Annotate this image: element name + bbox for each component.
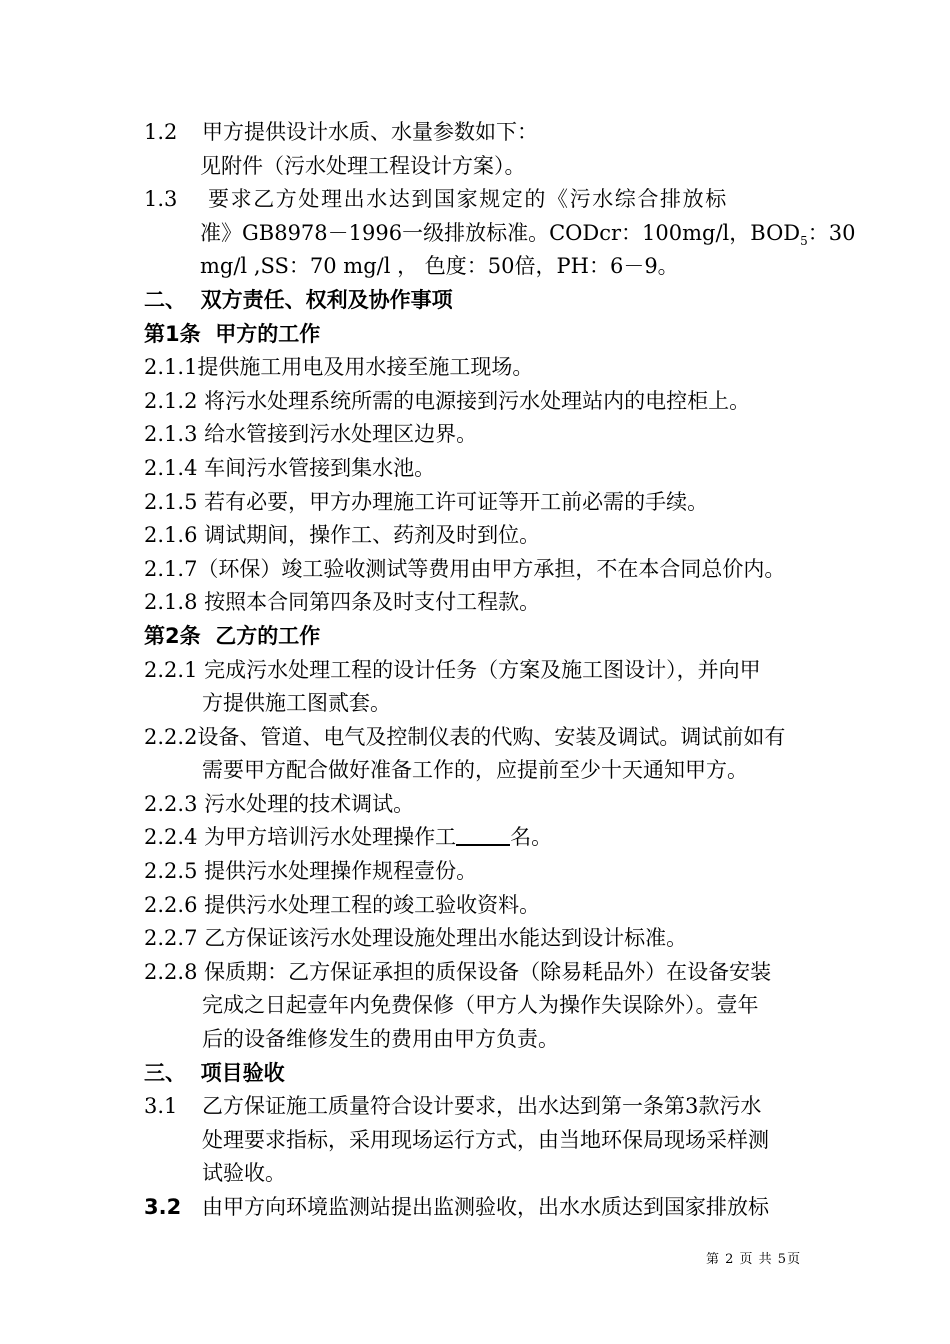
item-2-2-1-cont: 方提供施工图贰套。 [202,691,391,716]
clause-text: 甲方提供设计水质、水量参数如下： [202,120,538,144]
clause-number: 1.2 [144,120,178,144]
clause-3-1-cont1: 处理要求指标，采用现场运行方式，由当地环保局现场采样测 [202,1127,769,1152]
section-heading-3: 三、 项目验收 [144,1060,285,1085]
item-2-2-6: 2.2.6 提供污水处理工程的竣工验收资料。 [144,892,541,917]
clause-number: 3.1 [144,1094,178,1119]
clause-3-1-cont2: 试验收。 [202,1161,286,1186]
clause-text: ：30 [807,220,856,245]
page-footer: 第 2 页 共 5页 [706,1252,802,1267]
item-2-2-1: 2.2.1 完成污水处理工程的设计任务（方案及施工图设计），并向甲 [144,657,761,682]
clause-text: 要求乙方处理出水达到国家规定的《污水综合排放标 [208,187,728,212]
clause-1-3-line3: mg/l ,SS：70 mg/l ， 色度：50倍，PH：6－9。 [200,254,679,279]
item-text: 名。 [510,825,553,850]
item-2-2-3: 2.2.3 污水处理的技术调试。 [144,791,415,816]
fill-in-blank[interactable] [456,822,510,846]
clause-1-2 [144,116,824,150]
item-2-2-2-cont: 需要甲方配合做好准备工作的，应提前至少十天通知甲方。 [202,758,748,783]
article-heading-2: 第2条 乙方的工作 [144,623,321,648]
item-2-2-8-cont1: 完成之日起壹年内免费保修（甲方人为操作失误除外）。壹年 [202,993,759,1018]
item-2-1-1: 2.1.1提供施工用电及用水接至施工现场。 [144,355,534,380]
clause-1-3 [144,183,824,217]
item-2-2-7: 2.2.7 乙方保证该污水处理设施处理出水能达到设计标准。 [144,926,688,951]
clause-text: 由甲方向环境监测站提出监测验收，出水水质达到国家排放标 [202,1195,769,1219]
item-2-1-6: 2.1.6 调试期间，操作工、药剂及时到位。 [144,523,541,548]
clause-number: 3.2 [144,1195,182,1219]
item-2-1-8: 2.1.8 按照本合同第四条及时支付工程款。 [144,590,541,615]
clause-3-1 [144,1090,824,1124]
subscript: 5 [800,233,808,248]
item-2-2-5: 2.2.5 提供污水处理操作规程壹份。 [144,859,478,884]
item-2-2-4 [144,821,824,855]
clause-1-3-line2 [144,217,856,251]
document-body [144,116,856,1225]
item-2-1-7: 2.1.7（环保）竣工验收测试等费用由甲方承担，不在本合同总价内。 [144,556,786,581]
clause-3-2 [144,1191,824,1225]
section-heading-2: 二、 双方责任、权利及协作事项 [144,287,453,312]
article-heading-1: 第1条 甲方的工作 [144,321,321,346]
clause-text: 准》GB8978－1996一级排放标准。CODcr：100mg/l，BOD [200,220,801,245]
item-2-1-2: 2.1.2 将污水处理系统所需的电源接到污水处理站内的电控柜上。 [144,388,751,413]
item-text: 2.2.4 为甲方培训污水处理操作工 [144,825,457,850]
item-2-1-3: 2.1.3 给水管接到污水处理区边界。 [144,422,478,447]
clause-text: 乙方保证施工质量符合设计要求，出水达到第一条第3款污水 [202,1094,762,1119]
item-2-2-8: 2.2.8 保质期：乙方保证承担的质保设备（除易耗品外）在设备安装 [144,959,772,984]
item-2-2-8-cont2: 后的设备维修发生的费用由甲方负责。 [202,1027,559,1052]
clause-number: 1.3 [144,187,178,212]
item-2-2-2: 2.2.2设备、管道、电气及控制仪表的代购、安装及调试。调试前如有 [144,724,786,749]
clause-1-2-sub: 见附件（污水处理工程设计方案）。 [200,153,526,178]
item-2-1-4: 2.1.4 车间污水管接到集水池。 [144,455,436,480]
item-2-1-5: 2.1.5 若有必要，甲方办理施工许可证等开工前必需的手续。 [144,489,709,514]
